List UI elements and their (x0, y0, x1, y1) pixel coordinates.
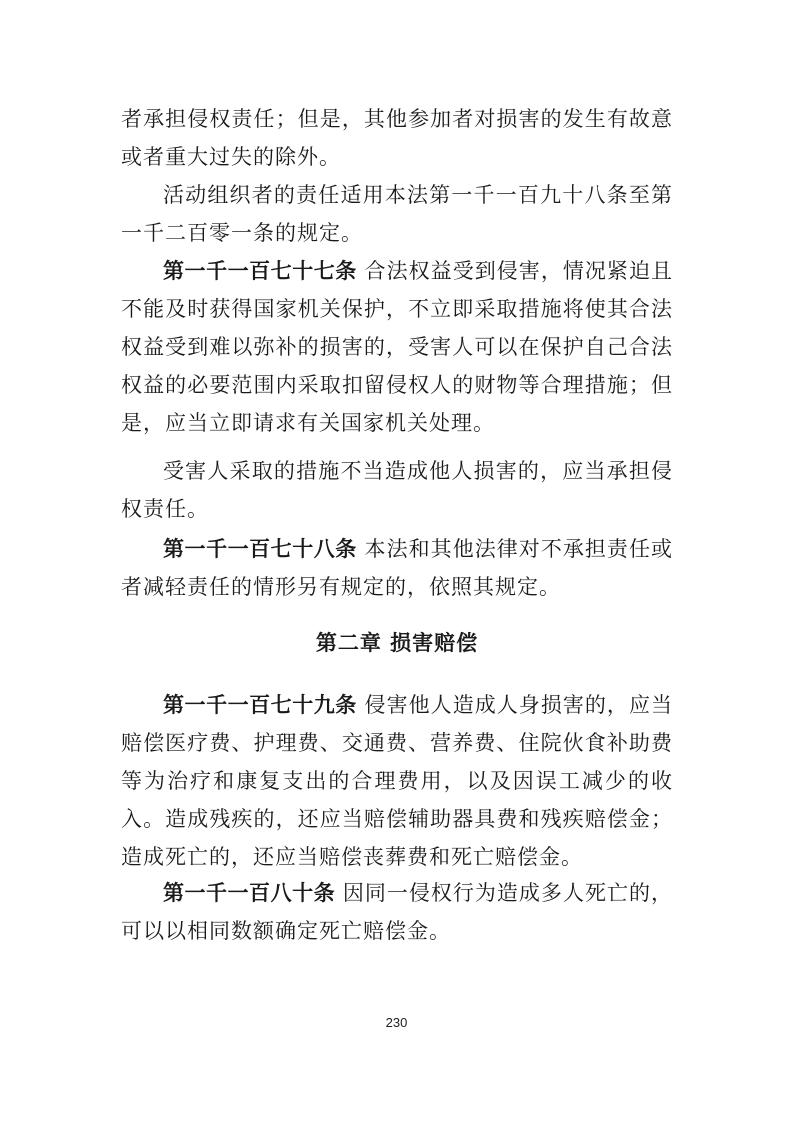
paragraph-organizer-liability (121, 176, 673, 252)
paragraph-improper-measures (121, 452, 673, 528)
article-1180 (121, 874, 673, 950)
article-number: 第一千一百七十七条 (163, 259, 357, 283)
article-number: 第一千一百七十八条 (163, 537, 357, 561)
paragraph-text: 活动组织者的责任适用本法第一千一百九十八条至第一千二百零一条的规定。 (121, 183, 673, 245)
chapter-heading: 第二章 损害赔偿 (315, 631, 479, 655)
article-text: 因同一侵权行为造成多人死亡的，可以以相同数额确定死亡赔偿金。 (121, 881, 674, 943)
paragraph-text: 者承担侵权责任；但是，其他参加者对损害的发生有故意或者重大过失的除外。 (121, 107, 673, 169)
article-1177 (121, 252, 673, 442)
article-1178 (121, 530, 673, 606)
article-text: 本法和其他法律对不承担责任或者减轻责任的情形另有规定的，依照其规定。 (121, 537, 674, 599)
paragraph-text: 受害人采取的措施不当造成他人损害的，应当承担侵权责任。 (121, 459, 673, 521)
page-number: 230 (385, 1015, 408, 1030)
paragraph-continuation (121, 100, 673, 176)
article-text: 合法权益受到侵害，情况紧迫且不能及时获得国家机关保护，不立即采取措施将使其合法权益受到难以弥补的损害的，受害人可以在保护自己合法权益的必要范围内采取扣留侵权人的财物等合理措施；但是，应当立即请求有关国家机关处理。 (121, 259, 674, 435)
article-text: 侵害他人造成人身损害的，应当赔偿医疗费、护理费、交通费、营养费、住院伙食补助费等为治疗和康复支出的合理费用，以及因误工减少的收入。造成残疾的，还应当赔偿辅助器具费和残疾赔偿金；造成死亡的，还应当赔偿丧葬费和死亡赔偿金。 (121, 693, 674, 869)
article-1179 (121, 686, 673, 876)
article-number: 第一千一百七十九条 (163, 693, 357, 717)
article-number: 第一千一百八十条 (163, 881, 336, 905)
